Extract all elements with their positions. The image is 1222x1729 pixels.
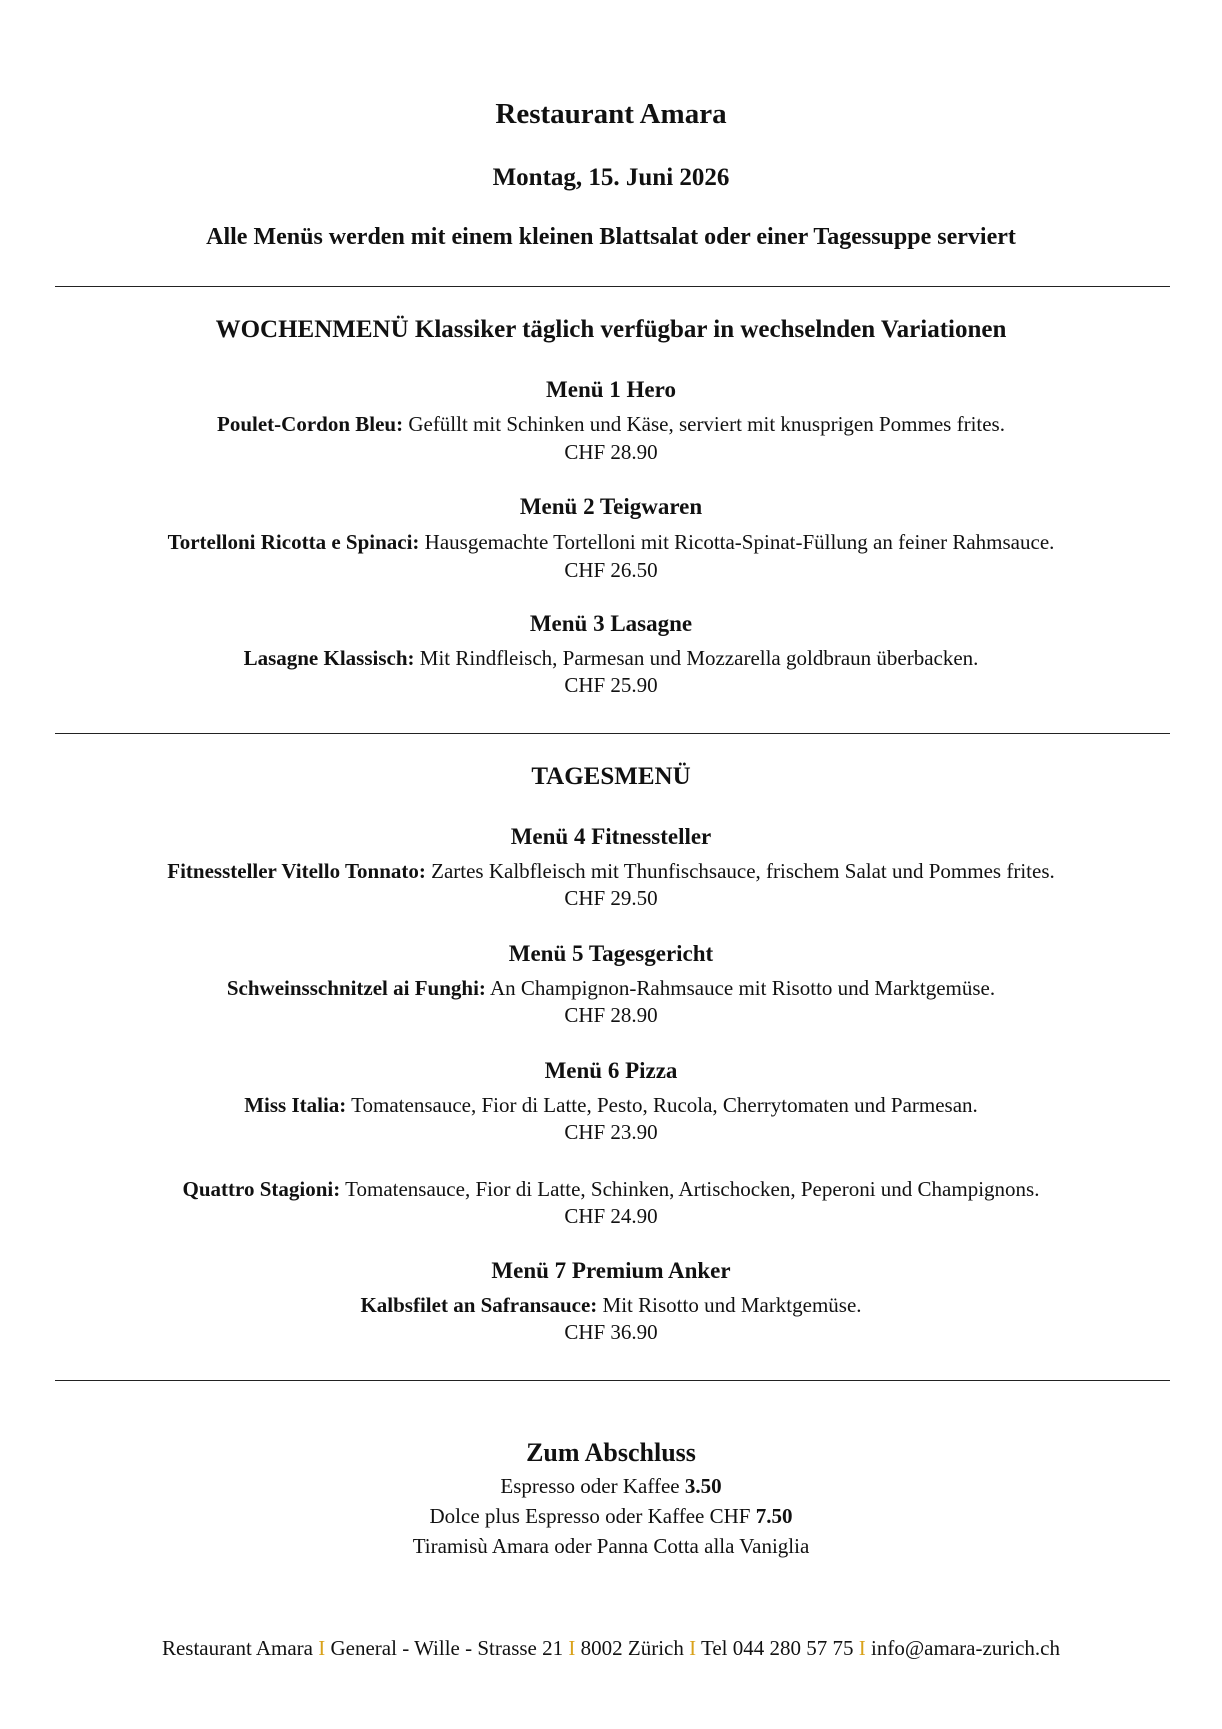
- dish-description: Zartes Kalbfleisch mit Thunfischsauce, frischem Salat und Pommes frites.: [425, 859, 1055, 883]
- dish-description: Tomatensauce, Fior di Latte, Schinken, Artischocken, Peperoni und Champignons.: [340, 1177, 1040, 1201]
- intro-note: Alle Menüs werden mit einem kleinen Blattsalat oder einer Tagessuppe serviert: [206, 224, 1016, 250]
- closing-price: 3.50: [684, 1474, 722, 1498]
- menu-heading: Menü 7 Premium Anker: [491, 1258, 731, 1283]
- menu-heading: Menü 2 Teigwaren: [519, 494, 703, 519]
- menu-date: Montag, 15. Juni 2026: [492, 164, 730, 191]
- dish-price: CHF 29.50: [564, 886, 658, 910]
- footer-separator: I: [568, 1636, 576, 1660]
- closing-line: [0, 1504, 1222, 1529]
- dish-line: [0, 1177, 1222, 1202]
- dish-name: Tortelloni Ricotta e Spinaci:: [167, 530, 420, 554]
- dish-description: Mit Rindfleisch, Parmesan und Mozzarella goldbraun überbacken.: [414, 646, 979, 670]
- dish-description: Tomatensauce, Fior di Latte, Pesto, Rucola, Cherrytomaten und Parmesan.: [346, 1093, 978, 1117]
- dish-description: Mit Risotto und Marktgemüse.: [597, 1293, 862, 1317]
- dish-line: [0, 530, 1222, 555]
- dish-name: Lasagne Klassisch:: [243, 646, 415, 670]
- restaurant-title: Restaurant Amara: [495, 98, 727, 130]
- footer-separator: I: [318, 1636, 326, 1660]
- dish-name: Miss Italia:: [244, 1093, 347, 1117]
- footer-email[interactable]: info@amara-zurich.ch: [871, 1636, 1061, 1660]
- dish-price: CHF 28.90: [564, 1003, 658, 1027]
- footer: [0, 1636, 1222, 1661]
- dish-name: Kalbsfilet an Safransauce:: [360, 1293, 598, 1317]
- dish-price: CHF 24.90: [564, 1204, 658, 1228]
- menu-heading: Menü 6 Pizza: [544, 1058, 678, 1083]
- footer-address: General - Wille - Strasse 21: [330, 1636, 564, 1660]
- dish-price: CHF 23.90: [564, 1120, 658, 1144]
- dish-line: [0, 1093, 1222, 1118]
- closing-text: Espresso oder Kaffee: [500, 1474, 685, 1498]
- closing-line: Tiramisù Amara oder Panna Cotta alla Vaniglia: [412, 1534, 810, 1558]
- dish-description: Hausgemachte Tortelloni mit Ricotta-Spinat-Füllung an feiner Rahmsauce.: [419, 530, 1055, 554]
- closing-price: 7.50: [755, 1504, 793, 1528]
- dish-line: [0, 1293, 1222, 1318]
- menu-heading: Menü 3 Lasagne: [529, 611, 693, 636]
- dish-line: [0, 646, 1222, 671]
- menu-heading: Menü 1 Hero: [546, 377, 676, 402]
- closing-title: Zum Abschluss: [526, 1438, 696, 1467]
- dish-line: [0, 976, 1222, 1001]
- closing-text: Dolce plus Espresso oder Kaffee CHF: [429, 1504, 756, 1528]
- footer-separator: I: [689, 1636, 697, 1660]
- menu-heading: Menü 4 Fitnessteller: [510, 824, 712, 849]
- dish-description: Gefüllt mit Schinken und Käse, serviert mit knusprigen Pommes frites.: [403, 412, 1005, 436]
- wochenmenu-title: WOCHENMENÜ Klassiker täglich verfügbar in wechselnden Variationen: [215, 316, 1007, 343]
- menu-heading: Menü 5 Tagesgericht: [508, 941, 714, 966]
- dish-price: CHF 36.90: [564, 1320, 658, 1344]
- footer-phone: Tel 044 280 57 75: [700, 1636, 854, 1660]
- divider: [55, 733, 1170, 734]
- dish-price: CHF 28.90: [564, 440, 658, 464]
- dish-name: Poulet-Cordon Bleu:: [217, 412, 404, 436]
- dish-name: Fitnessteller Vitello Tonnato:: [167, 859, 426, 883]
- footer-city: 8002 Zürich: [580, 1636, 684, 1660]
- closing-line: [0, 1474, 1222, 1499]
- footer-separator: I: [858, 1636, 866, 1660]
- dish-price: CHF 26.50: [564, 558, 658, 582]
- divider: [55, 286, 1170, 287]
- dish-description: An Champignon-Rahmsauce mit Risotto und Marktgemüse.: [485, 976, 996, 1000]
- footer-name: Restaurant Amara: [161, 1636, 313, 1660]
- dish-line: [0, 859, 1222, 884]
- dish-price: CHF 25.90: [564, 673, 658, 697]
- tagesmenu-title: TAGESMENÜ: [531, 763, 691, 790]
- dish-name: Quattro Stagioni:: [182, 1177, 341, 1201]
- divider: [55, 1380, 1170, 1381]
- dish-name: Schweinsschnitzel ai Funghi:: [226, 976, 486, 1000]
- dish-line: [0, 412, 1222, 437]
